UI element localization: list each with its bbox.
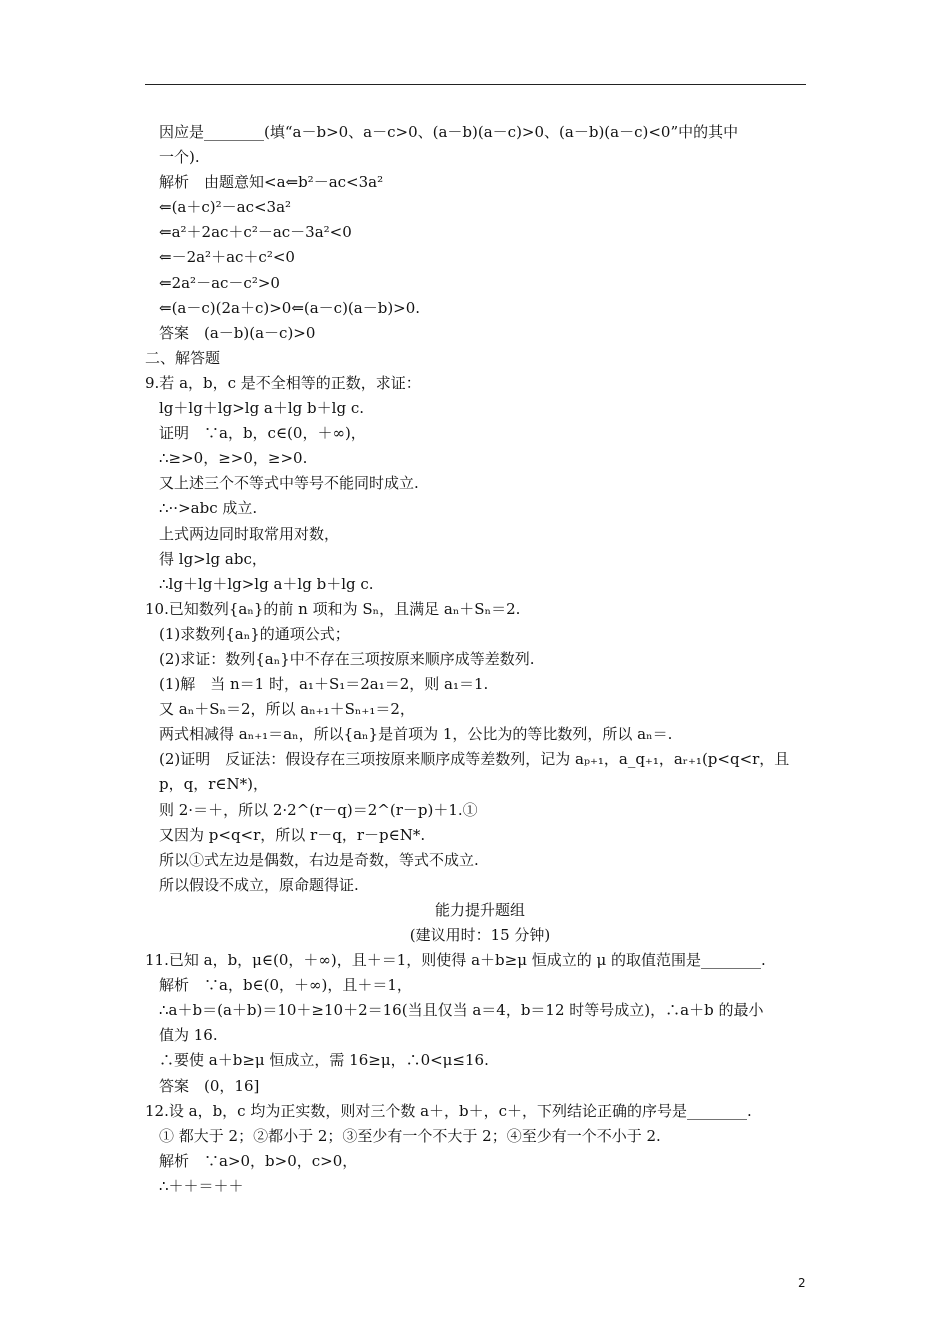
document-body bbox=[145, 120, 815, 1199]
text-line: 又 aₙ＋Sₙ＝2，所以 aₙ₊₁＋Sₙ₊₁＝2， bbox=[159, 700, 415, 719]
text-line: (1)求数列{aₙ}的通项公式； bbox=[159, 624, 350, 643]
text-line: 所以①式左边是偶数，右边是奇数，等式不成立. bbox=[159, 850, 479, 869]
text-line: 11.已知 a，b，μ∈(0，＋∞)，且＋＝1，则使得 a＋b≥μ 恒成立的 μ 的取值范围是________. bbox=[145, 951, 766, 970]
header-rule bbox=[145, 84, 806, 85]
text-line: ① 都大于 2；②都小于 2；③至少有一个不大于 2；④至少有一个不小于 2. bbox=[159, 1126, 661, 1145]
text-line: ⇐a²＋2ac＋c²－ac－3a²<0 bbox=[159, 223, 352, 242]
text-line: 解析 由题意知<a⇐b²－ac<3a² bbox=[159, 173, 384, 192]
text-line: ∴≥>0，≥>0，≥>0. bbox=[159, 449, 308, 468]
text-line: 能力提升题组 bbox=[434, 900, 525, 919]
text-line: 一个). bbox=[159, 148, 200, 167]
text-line: ∴要使 a＋b≥μ 恒成立，需 16≥μ，∴0<μ≤16. bbox=[159, 1051, 489, 1070]
text-line: 10.已知数列{aₙ}的前 n 项和为 Sₙ，且满足 aₙ＋Sₙ＝2. bbox=[145, 599, 521, 618]
text-line: 值为 16. bbox=[159, 1026, 218, 1045]
text-line: 则 2·＝＋，所以 2·2^(r－q)＝2^(r－p)＋1.① bbox=[159, 800, 478, 819]
text-line: ∴＋＋＝＋＋ bbox=[159, 1176, 244, 1195]
text-line: ∴a＋b＝(a＋b)＝10＋≥10＋2＝16(当且仅当 a＝4，b＝12 时等号成立)，∴a＋b 的最小 bbox=[159, 1001, 764, 1020]
page-number: 2 bbox=[798, 1276, 806, 1290]
text-line: p，q，r∈N*)， bbox=[159, 775, 268, 794]
text-line: 得 lg>lg abc， bbox=[159, 549, 267, 568]
text-line: ∴lg＋lg＋lg>lg a＋lg b＋lg c. bbox=[159, 574, 374, 593]
text-line: 解析 ∵a，b∈(0，＋∞)，且＋＝1， bbox=[159, 976, 412, 995]
text-line: 因应是________(填“a－b>0、a－c>0、(a－b)(a－c)>0、(a－b)(a－c)<0”中的其中 bbox=[159, 123, 739, 141]
text-line: 12.设 a，b，c 均为正实数，则对三个数 a＋，b＋，c＋，下列结论正确的序号是________. bbox=[145, 1101, 752, 1120]
text-line: 证明 ∵a，b，c∈(0，＋∞)， bbox=[159, 424, 366, 443]
text-line: ⇐－2a²＋ac＋c²<0 bbox=[159, 248, 295, 267]
text-line: (2)证明 反证法：假设存在三项按原来顺序成等差数列，记为 aₚ₊₁，a_q₊₁，aᵣ₊₁(p<q<r，且 bbox=[159, 750, 790, 769]
text-line: ⇐(a－c)(2a＋c)>0⇐(a－c)(a－b)>0. bbox=[159, 298, 421, 317]
text-line: 上式两边同时取常用对数， bbox=[159, 524, 340, 543]
text-line: 解析 ∵a>0，b>0，c>0， bbox=[159, 1151, 358, 1170]
text-line: 又上述三个不等式中等号不能同时成立. bbox=[159, 474, 419, 493]
text-line: 所以假设不成立，原命题得证. bbox=[159, 875, 359, 894]
text-line: 两式相减得 aₙ₊₁＝aₙ，所以{aₙ}是首项为 1，公比为的等比数列，所以 aₙ＝. bbox=[159, 725, 673, 744]
text-line: ⇐(a＋c)²－ac<3a² bbox=[159, 198, 292, 217]
text-line: lg＋lg＋lg>lg a＋lg b＋lg c. bbox=[159, 399, 364, 418]
text-line: 二、解答题 bbox=[145, 348, 221, 367]
text-line: 9.若 a，b，c 是不全相等的正数，求证： bbox=[145, 373, 421, 392]
text-line: (2)求证：数列{aₙ}中不存在三项按原来顺序成等差数列. bbox=[159, 649, 535, 668]
text-line: (建议用时：15 分钟) bbox=[409, 926, 551, 944]
text-line: 又因为 p<q<r，所以 r－q，r－p∈N*. bbox=[159, 825, 426, 844]
text-line: ⇐2a²－ac－c²>0 bbox=[159, 273, 280, 292]
text-line: 答案 (0，16] bbox=[159, 1076, 260, 1095]
text-line: ∴··>abc 成立. bbox=[159, 499, 258, 518]
text-line: 答案 (a－b)(a－c)>0 bbox=[159, 323, 316, 342]
text-line: (1)解 当 n＝1 时，a₁＋S₁＝2a₁＝2，则 a₁＝1. bbox=[159, 675, 489, 694]
